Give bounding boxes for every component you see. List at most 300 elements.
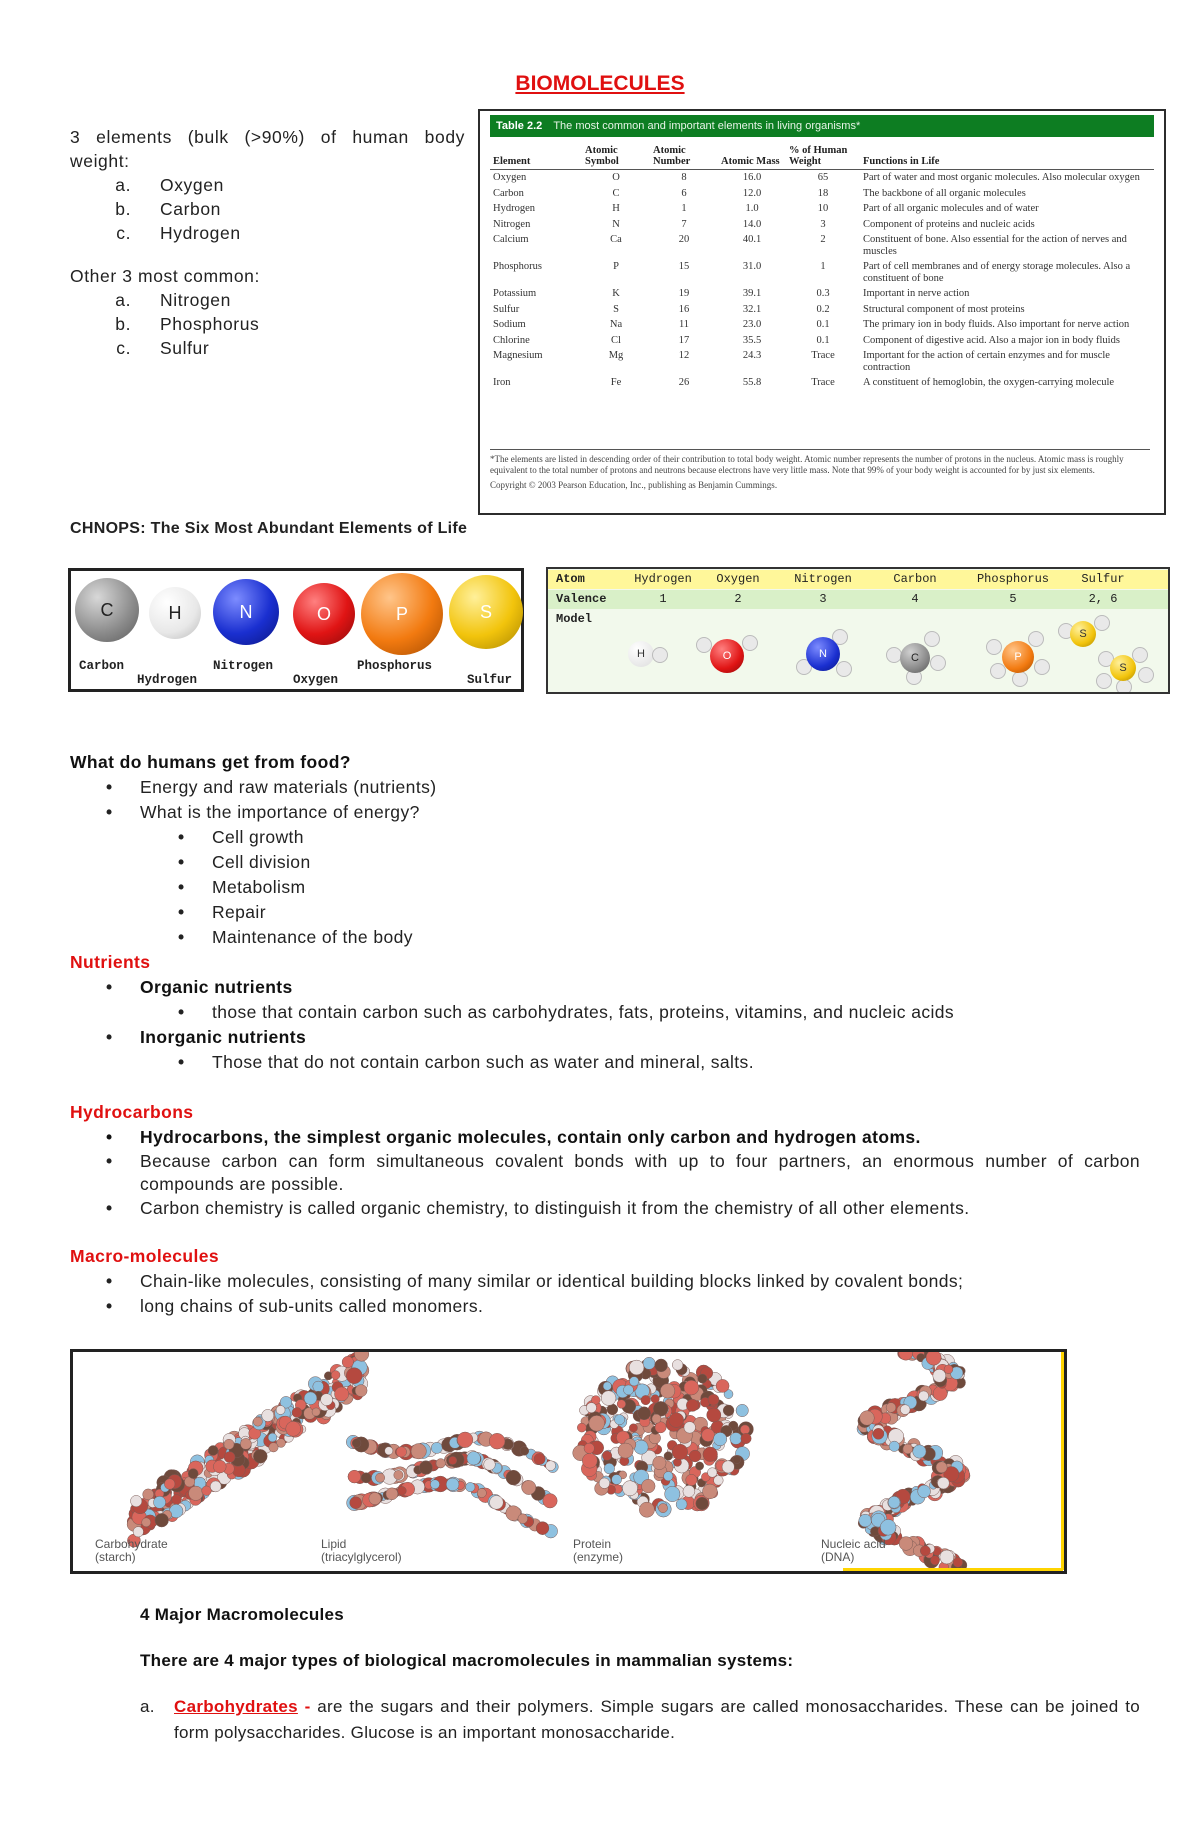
table-row xyxy=(490,201,1154,217)
atom-sphere xyxy=(490,1496,504,1510)
cell-function: Part of water and most organic molecules. Also molecular oxygen xyxy=(863,172,1140,183)
cell-symbol: S xyxy=(613,303,619,315)
atom-sphere xyxy=(385,1447,393,1455)
atom-sphere xyxy=(189,1486,203,1500)
cell-symbol: Mg xyxy=(608,350,624,361)
valence-atom-row xyxy=(548,570,1168,589)
atom-sphere xyxy=(361,1473,371,1483)
cell-symbol: N xyxy=(612,218,620,230)
atom-sphere xyxy=(546,1461,556,1471)
atom-sphere xyxy=(873,1428,884,1439)
food-list xyxy=(70,775,1140,950)
atom-sphere xyxy=(449,1456,457,1464)
model-core xyxy=(628,641,654,667)
atom-sphere xyxy=(629,1360,644,1375)
atom-sphere xyxy=(352,1439,361,1448)
atom-cell: Hydrogen xyxy=(634,572,692,586)
cell-weight: 0.2 xyxy=(816,303,830,315)
valence-cell: 4 xyxy=(911,592,919,606)
label-name: Lipid xyxy=(321,1537,347,1551)
atom-sphere xyxy=(733,1456,741,1464)
ball-label-sulfur: Sulfur xyxy=(467,673,513,687)
cell-weight: 3 xyxy=(820,218,826,230)
cell-weight: 10 xyxy=(817,203,829,214)
atom-sphere xyxy=(269,1443,278,1452)
cell-mass: 39.1 xyxy=(742,288,762,299)
atom-sphere xyxy=(142,1518,151,1527)
chnops-title: CHNOPS: The Six Most Abundant Elements of Life xyxy=(70,520,468,537)
cell-symbol: H xyxy=(612,203,620,214)
carbohydrates-text: are the sugars and their polymers. Simple sugars are called monosaccharides. These can be joined to form polysaccharides. Glucose is an important monosaccharide. xyxy=(174,1697,1140,1742)
atom-sphere xyxy=(188,1469,198,1479)
element-table xyxy=(490,143,1154,391)
hydrocarbons-list xyxy=(70,1125,1140,1221)
list-item: b. Carbon xyxy=(142,197,465,221)
table-caption xyxy=(490,115,1154,137)
atom-sphere xyxy=(859,1514,872,1527)
atom-sphere xyxy=(582,1453,597,1468)
label-lipid xyxy=(321,1538,402,1564)
atom-sphere xyxy=(253,1449,267,1463)
macromolecules-section xyxy=(70,1244,1140,1319)
cell-function: Part of all organic molecules and of water xyxy=(863,203,1039,214)
atom-sphere xyxy=(394,1470,403,1479)
ball-symbol: P xyxy=(395,603,408,624)
atom-sphere xyxy=(224,1439,234,1449)
list-item: • Metabolism xyxy=(212,875,1140,900)
atom-sphere xyxy=(899,1537,913,1551)
label-sub: (triacylglycerol) xyxy=(321,1550,402,1564)
atom-sphere xyxy=(708,1394,719,1405)
list-item: b. Phosphorus xyxy=(142,312,465,336)
atom-sphere xyxy=(643,1357,655,1369)
model-core xyxy=(806,637,840,671)
carbohydrate-model xyxy=(127,1352,369,1547)
valence-value-row xyxy=(548,590,1168,609)
inorganic-desc-list xyxy=(140,1050,1140,1075)
atom-sphere xyxy=(664,1452,673,1461)
atom-sphere xyxy=(602,1451,611,1460)
atom-sphere xyxy=(466,1482,475,1491)
atom-sphere xyxy=(638,1407,651,1420)
cell-element: Sulfur xyxy=(493,303,520,315)
atom-sphere xyxy=(651,1395,659,1403)
atom-sphere xyxy=(446,1478,459,1491)
atom-sphere xyxy=(240,1438,251,1449)
atom-sphere xyxy=(665,1486,680,1501)
list-item: • Cell growth xyxy=(212,825,1140,850)
model-symbol: S xyxy=(1119,662,1127,674)
model-symbol: C xyxy=(911,652,919,664)
atom-sphere xyxy=(312,1408,320,1416)
model-core xyxy=(1002,641,1034,673)
item-dash: - xyxy=(297,1697,318,1716)
model-core xyxy=(710,639,744,673)
label-nucleic-acid xyxy=(821,1538,886,1564)
atom-sphere xyxy=(953,1558,963,1568)
atom-sphere xyxy=(880,1519,896,1535)
atom-sphere xyxy=(888,1496,900,1508)
atom-sphere xyxy=(741,1433,751,1443)
model-hydrogen xyxy=(1138,667,1154,683)
ball-symbol: S xyxy=(479,601,492,622)
table-row xyxy=(490,186,1154,202)
label-protein xyxy=(573,1538,623,1564)
col-function: Functions in Life xyxy=(860,143,1154,170)
list-item: • long chains of sub-units called monomers. xyxy=(140,1294,1140,1319)
atom-sphere xyxy=(703,1447,718,1462)
hydrocarbons-heading: Hydrocarbons xyxy=(70,1102,194,1122)
atom-sphere xyxy=(683,1485,695,1497)
atom-sphere xyxy=(489,1433,505,1449)
atom-sphere xyxy=(286,1421,301,1436)
cell-element: Oxygen xyxy=(493,172,527,183)
atom-sphere xyxy=(436,1459,445,1468)
atom-sphere xyxy=(536,1522,549,1535)
nutrients-heading: Nutrients xyxy=(70,952,151,972)
atom-sphere xyxy=(686,1399,698,1411)
atom-sphere xyxy=(918,1485,931,1498)
atom-sphere xyxy=(860,1411,875,1426)
list-item xyxy=(140,975,1140,1025)
cell-symbol: Cl xyxy=(611,334,621,346)
atom-sphere xyxy=(346,1368,362,1384)
atom-sphere xyxy=(703,1484,718,1499)
row-label: Atom xyxy=(556,572,585,586)
label-name: Carbohydrate xyxy=(95,1537,168,1551)
atom-sphere xyxy=(713,1432,726,1445)
atom-sphere xyxy=(686,1474,697,1485)
model-hydrogen xyxy=(742,635,758,651)
cell-symbol: Fe xyxy=(610,377,622,388)
atom-sphere xyxy=(321,1394,333,1406)
atom-sphere xyxy=(944,1365,953,1374)
atom-sphere xyxy=(653,1456,666,1469)
major-subheading: There are 4 major types of biological macromolecules in mammalian systems: xyxy=(140,1651,794,1670)
atom-sphere xyxy=(920,1546,930,1556)
atom-sphere xyxy=(886,1403,896,1413)
cell-number: 17 xyxy=(678,334,690,346)
table-row xyxy=(490,317,1154,333)
valence-cell: 2 xyxy=(734,592,742,606)
hydrogen-atom-ball xyxy=(149,587,201,639)
table-row xyxy=(490,348,1154,375)
atom-sphere xyxy=(900,1405,910,1415)
atom-sphere xyxy=(155,1513,169,1527)
cell-number: 26 xyxy=(678,377,690,388)
row-label: Model xyxy=(556,612,593,626)
atom-sphere xyxy=(342,1356,353,1367)
ball-symbol: O xyxy=(316,603,331,624)
atom-sphere xyxy=(467,1452,481,1466)
list-item xyxy=(140,800,1140,950)
list-item: • Energy and raw materials (nutrients) xyxy=(140,775,1140,800)
atom-sphere xyxy=(131,1495,142,1506)
col-element: Element xyxy=(490,143,582,170)
inorganic-label: Inorganic nutrients xyxy=(140,1027,307,1047)
atom-sphere xyxy=(543,1494,557,1508)
cell-mass: 40.1 xyxy=(742,234,762,245)
cell-number: 6 xyxy=(681,187,687,199)
atom-sphere xyxy=(276,1406,285,1415)
cell-function: Structural component of most proteins xyxy=(863,303,1025,315)
cell-number: 20 xyxy=(678,234,690,245)
list-item: • Maintenance of the body xyxy=(212,925,1140,950)
atom-sphere xyxy=(603,1382,611,1390)
atom-sphere xyxy=(672,1360,683,1371)
nitrogen-atom-ball xyxy=(213,579,279,645)
atom-sphere xyxy=(933,1386,947,1400)
cell-element: Carbon xyxy=(493,187,524,199)
model-symbol: H xyxy=(637,648,645,660)
atom-sphere xyxy=(714,1476,724,1486)
figure-accent-bar xyxy=(843,1568,1063,1572)
other-list xyxy=(70,288,465,360)
atom-sphere xyxy=(520,1447,529,1456)
atom-sphere xyxy=(696,1462,704,1470)
model-symbol: N xyxy=(819,648,827,660)
atom-sphere xyxy=(522,1480,536,1494)
atom-sphere xyxy=(213,1460,226,1473)
atom-sphere xyxy=(253,1417,262,1426)
cell-function: The primary ion in body fluids. Also important for nerve action xyxy=(863,319,1130,330)
atom-sphere xyxy=(689,1450,701,1462)
atom-sphere xyxy=(938,1477,950,1489)
atom-sphere xyxy=(224,1452,235,1463)
atom-sphere xyxy=(926,1352,941,1365)
atom-sphere xyxy=(577,1423,586,1432)
atom-sphere xyxy=(331,1371,340,1380)
ball-symbol: N xyxy=(239,601,253,622)
oxygen-atom-ball xyxy=(293,583,355,645)
atom-sphere xyxy=(639,1502,654,1517)
list-item-text: What is the importance of energy? xyxy=(140,802,420,822)
cell-symbol: O xyxy=(612,172,620,183)
atom-sphere xyxy=(304,1392,317,1405)
cell-mass: 23.0 xyxy=(742,319,762,330)
intro-section xyxy=(70,125,465,360)
atom-sphere xyxy=(652,1414,661,1423)
label-sub: (DNA) xyxy=(821,1550,855,1564)
model-hydrogen xyxy=(986,639,1002,655)
col-symbol: Atomic Symbol xyxy=(582,143,650,170)
list-item: • Cell division xyxy=(212,850,1140,875)
cell-function: Constituent of bone. Also essential for the action of nerves and muscles xyxy=(863,234,1127,257)
atom-sphere xyxy=(672,1444,688,1460)
cell-number: 16 xyxy=(678,303,690,315)
cell-function: The backbone of all organic molecules xyxy=(863,187,1026,199)
item-marker: a. xyxy=(140,1697,155,1716)
atom-sphere xyxy=(716,1379,729,1392)
model-hydrogen xyxy=(1132,647,1148,663)
model-hydrogen xyxy=(1116,679,1132,694)
col-number: Atomic Number xyxy=(650,143,718,170)
valence-cell: 2, 6 xyxy=(1088,592,1118,606)
bulk-heading: 3 elements (bulk (>90%) of human body weight: xyxy=(70,127,465,171)
ball-label-phosphorus: Phosphorus xyxy=(357,659,433,673)
label-name: Protein xyxy=(573,1537,612,1551)
food-section xyxy=(70,750,1140,1075)
cell-function: Component of proteins and nucleic acids xyxy=(863,218,1035,230)
sulfur-atom-ball xyxy=(449,575,523,649)
atom-sphere xyxy=(723,1405,734,1416)
cell-weight: 0.1 xyxy=(816,319,830,330)
atom-sphere xyxy=(684,1422,696,1434)
atom-sphere xyxy=(933,1369,946,1382)
model-hydrogen xyxy=(1034,659,1050,675)
atom-sphere xyxy=(534,1453,545,1464)
ball-label-carbon: Carbon xyxy=(79,659,125,673)
atom-sphere xyxy=(696,1497,709,1510)
cell-number: 15 xyxy=(678,261,690,272)
cell-mass: 1.0 xyxy=(745,203,759,214)
model-symbol: P xyxy=(1014,651,1022,663)
atom-sphere xyxy=(430,1480,439,1489)
carbohydrates-term: Carbohydrates xyxy=(174,1697,298,1716)
cell-number: 7 xyxy=(681,218,687,230)
atom-sphere xyxy=(335,1387,349,1401)
table-row xyxy=(490,232,1154,259)
label-sub: (starch) xyxy=(95,1550,136,1564)
cell-function: A constituent of hemoglobin, the oxygen-carrying molecule xyxy=(863,377,1115,388)
model-hydrogen xyxy=(652,647,668,663)
atom-sphere xyxy=(708,1468,718,1478)
atom-sphere xyxy=(599,1478,610,1489)
model-core xyxy=(900,643,930,673)
model-hydrogen xyxy=(1096,673,1112,689)
atom-sphere xyxy=(518,1514,528,1524)
atom-cell: Sulfur xyxy=(1081,572,1125,586)
cell-element: Nitrogen xyxy=(493,218,531,230)
label-sub: (enzyme) xyxy=(573,1550,624,1564)
cell-symbol: K xyxy=(612,288,620,299)
atom-sphere xyxy=(484,1459,496,1471)
cell-weight: Trace xyxy=(811,377,835,388)
atom-cell: Oxygen xyxy=(716,572,760,586)
valence-cell: 5 xyxy=(1009,592,1017,606)
cell-weight: Trace xyxy=(811,350,835,361)
page-title: BIOMOLECULES xyxy=(515,72,685,95)
protein-model xyxy=(573,1357,754,1517)
atom-sphere xyxy=(268,1433,277,1442)
cell-mass: 24.3 xyxy=(742,350,762,361)
table-row xyxy=(490,375,1154,391)
atom-sphere xyxy=(612,1475,622,1485)
atom-sphere xyxy=(411,1444,426,1459)
atom-sphere xyxy=(615,1415,625,1425)
atom-sphere xyxy=(601,1391,616,1406)
atom-sphere xyxy=(506,1470,521,1485)
list-item: c. Sulfur xyxy=(142,336,465,360)
cell-symbol: Na xyxy=(609,319,623,330)
table-row xyxy=(490,286,1154,302)
model-hydrogen xyxy=(1028,631,1044,647)
model-symbol: S xyxy=(1079,628,1087,640)
atom-sphere xyxy=(172,1495,182,1505)
list-item: c. Hydrogen xyxy=(142,221,465,245)
atom-sphere xyxy=(164,1479,175,1490)
cell-mass: 14.0 xyxy=(742,218,762,230)
table-row xyxy=(490,302,1154,318)
col-mass: Atomic Mass xyxy=(718,143,786,170)
cell-weight: 65 xyxy=(817,172,829,183)
atom-sphere xyxy=(350,1497,362,1509)
atom-sphere xyxy=(660,1384,675,1399)
list-item: a. Oxygen xyxy=(142,173,465,197)
atom-cell: Carbon xyxy=(893,572,937,586)
valence-cell: 1 xyxy=(659,592,667,606)
ball-label-oxygen: Oxygen xyxy=(293,673,339,687)
list-item xyxy=(140,1025,1140,1075)
cell-weight: 0.1 xyxy=(816,334,830,346)
atom-sphere xyxy=(624,1385,634,1395)
model-hydrogen xyxy=(1012,671,1028,687)
atom-sphere xyxy=(210,1481,221,1492)
cell-element: Potassium xyxy=(493,288,537,299)
atom-sphere xyxy=(707,1408,721,1422)
atom-sphere xyxy=(584,1443,594,1453)
macromolecules-list xyxy=(70,1269,1140,1319)
figure-accent-bar xyxy=(1061,1352,1067,1570)
atom-sphere xyxy=(669,1413,684,1428)
carbohydrates-item xyxy=(140,1694,1140,1746)
cell-function: Important in nerve action xyxy=(863,288,970,299)
atom-sphere xyxy=(589,1415,605,1431)
list-item: • Repair xyxy=(212,900,1140,925)
table-row xyxy=(490,333,1154,349)
list-item: • those that contain carbon such as carbohydrates, fats, proteins, vitamins, and nucleic acids xyxy=(212,1000,1140,1025)
cell-number: 11 xyxy=(678,319,690,330)
atom-sphere xyxy=(903,1444,913,1454)
ball-label-nitrogen: Nitrogen xyxy=(213,659,274,673)
list-item: • Because carbon can form simultaneous covalent bonds with up to four partners, an enormous number of carbon compounds are possible. xyxy=(140,1150,1140,1196)
atom-sphere xyxy=(457,1432,473,1448)
atom-sphere xyxy=(262,1409,274,1421)
atom-sphere xyxy=(477,1488,486,1497)
atom-cell: Phosphorus xyxy=(976,572,1049,586)
atom-sphere xyxy=(702,1429,715,1442)
atom-sphere xyxy=(386,1488,398,1500)
valence-figure xyxy=(546,567,1170,694)
cell-mass: 16.0 xyxy=(742,172,762,183)
cell-number: 1 xyxy=(681,203,687,214)
cell-weight: 2 xyxy=(820,234,826,245)
atom-sphere xyxy=(658,1504,667,1513)
atom-sphere xyxy=(655,1359,668,1372)
atom-sphere xyxy=(202,1486,212,1496)
atom-sphere xyxy=(355,1385,367,1397)
lipid-model xyxy=(346,1431,558,1538)
list-item: • Hydrocarbons, the simplest organic molecules, contain only carbon and hydrogen atoms. xyxy=(140,1125,1140,1150)
cell-element: Calcium xyxy=(493,234,529,245)
atom-sphere xyxy=(936,1462,947,1473)
atom-sphere xyxy=(586,1403,596,1413)
atom-sphere xyxy=(940,1550,954,1564)
cell-symbol: P xyxy=(613,261,619,272)
carbon-atom-ball xyxy=(75,578,139,642)
atom-sphere xyxy=(676,1499,687,1510)
footnote-text: *The elements are listed in descending order of their contribution to total body weight. Atomic number represents the number of protons in the nucleus. Atomic mass is roughly equivalent to the total number of protons and neutrons because electrons have very little mass. Note that 99% of your body weight is accounted for by just six elements. xyxy=(490,454,1124,475)
atom-sphere xyxy=(664,1472,673,1481)
atom-sphere xyxy=(348,1470,361,1483)
atom-sphere xyxy=(889,1441,899,1451)
atom-sphere xyxy=(740,1425,749,1434)
cell-weight: 0.3 xyxy=(816,288,830,299)
atom-sphere xyxy=(684,1380,699,1395)
macromolecules-figure xyxy=(70,1349,1067,1574)
copyright-text: Copyright © 2003 Pearson Education, Inc., publishing as Benjamin Cummings. xyxy=(490,480,778,490)
atom-sphere xyxy=(618,1443,633,1458)
